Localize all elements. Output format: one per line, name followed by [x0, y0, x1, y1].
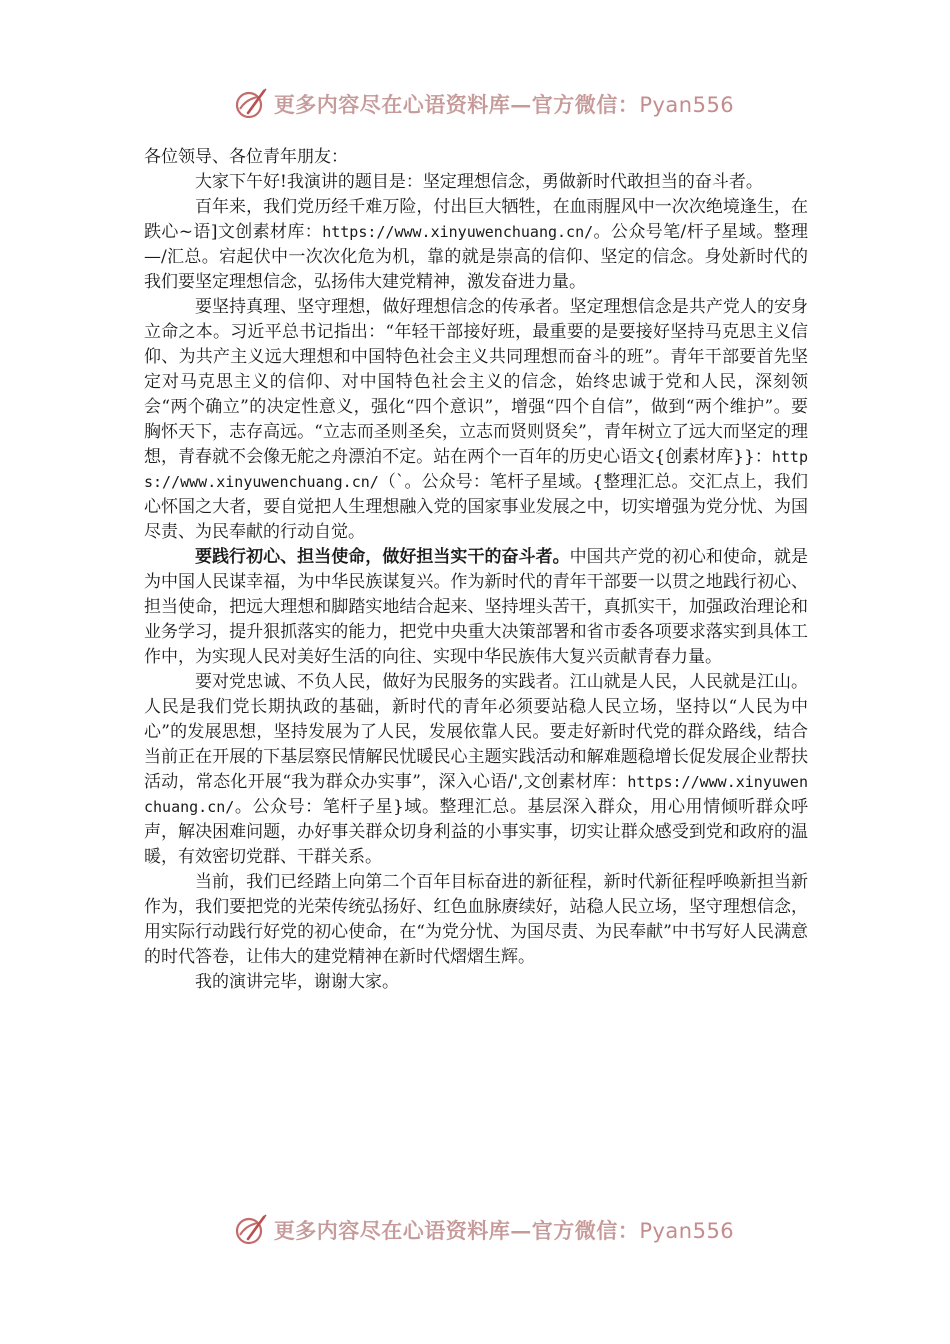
footer-banner-text-cn: 更多内容尽在心语资料库—官方微信： [273, 1218, 640, 1243]
paragraph-3 [144, 545, 808, 670]
paragraph-3-body: 中国共产党的初心和使命，就是为中国人民谋幸福，为中华民族谋复兴。作为新时代的青年干部要一以贯之地践行初心、担当使命，把远大理想和脚踏实地结合起来、坚持埋头苦干，真抓实干，加强政治理论和业务学习，提升狠抓落实的能力，把党中央重大决策部署和省市委各项要求落实到具体工作中，为实现人民对美好生活的向往、实现中华民族伟大复兴贡献青春力量。 [144, 547, 809, 667]
pen-circle-logo-icon [234, 1213, 268, 1247]
banner-text-cn: 更多内容尽在心语资料库—官方微信： [273, 92, 640, 117]
paragraph-2-text-a: 要坚持真理、坚守理想，做好理想信念的传承者。坚定理想信念是共产党人的安身立命之本。习近平总书记指出：“年轻干部接好班，最重要的是要接好坚持马克思主义信仰、为共产主义远大理想和中国特色社会主义共同理想而奋斗的班”。青年干部要首先坚定对马克思主义的信仰、对中国特色社会主义的信念，始终忠诚于党和人民，深刻领会“两个确立”的决定性意义，强化“四个意识”，增强“四个自信”，做到“两个维护”。要胸怀天下，志存高远。“立志而圣则圣矣，立志而贤则贤矣”，青年树立了远大而坚定的理想，青春就不会像无舵之舟漂泊不定。站在两个一百年的历史心语文{创素材库}}： [144, 297, 808, 467]
footer-banner [0, 1210, 950, 1250]
footer-banner-wechat-id: Pyan556 [639, 1219, 735, 1243]
paragraph-2-url: https://www.xinyuwenchuang.cn/ [144, 448, 808, 491]
paragraph-5: 当前，我们已经踏上向第二个百年目标奋进的新征程，新时代新征程呼唤新担当新作为，我们要把党的光荣传统弘扬好、红色血脉赓续好，站稳人民立场，坚守理想信念，用实际行动践行好党的初心使命，在“为党分忧、为国尽责、为民奉献”中书写好人民满意的时代答卷，让伟大的建党精神在新时代熠熠生辉。 [144, 872, 808, 967]
paragraph-1-url: https://www.xinyuwenchuang.cn/ [322, 223, 594, 241]
footer-banner-text [274, 1215, 734, 1245]
paragraph-1-text-a: 百年来，我们党历经千难万险，付出巨大牺牲，在血雨腥风中一次次绝境逢生，在跌心~语]文创素材库： [144, 197, 808, 242]
paragraph-4-text-b: 。公众号：笔杆子星}域。整理汇总。基层深入群众，用心用情倾听群众呼声，解决困难问题，办好事关群众切身利益的小事实事，切实让群众感受到党和政府的温暖，有效密切党群、干群关系。 [144, 797, 808, 867]
closing-line: 我的演讲完毕，谢谢大家。 [195, 972, 399, 992]
footer-banner-content [234, 1213, 734, 1247]
intro-paragraph: 大家下午好!我演讲的题目是：坚定理想信念，勇做新时代敢担当的奋斗者。 [195, 172, 763, 192]
article-body [144, 145, 808, 995]
paragraph-2 [144, 295, 808, 545]
greeting: 各位领导、各位青年朋友： [144, 147, 348, 167]
pen-circle-logo-icon [234, 87, 268, 121]
header-banner [0, 84, 950, 124]
paragraph-4 [144, 670, 808, 870]
banner-content [234, 87, 734, 121]
banner-text [274, 89, 734, 119]
paragraph-4-text-a: 要对党忠诚、不负人民，做好为民服务的实践者。江山就是人民，人民就是江山。人民是我们党长期执政的基础，新时代的青年必须要站稳人民立场，坚持以“人民为中心”的发展思想，坚持发展为了人民，发展依靠人民。要走好新时代党的群众路线，结合当前正在开展的下基层察民情解民忧暖民心主题实践活动和解难题稳增长促发展企业帮扶活动，常态化开展“我为群众办实事”，深入心语/',文创素材库： [144, 672, 808, 792]
banner-wechat-id: Pyan556 [639, 93, 735, 117]
paragraph-2-text-b: （`。公众号：笔杆子星域。{整理汇总。交汇点上，我们心怀国之大者，要自觉把人生理想融入党的国家事业发展之中，切实增强为党分忧、为国尽责、为民奉献的行动自觉。 [144, 472, 808, 542]
paragraph-3-lead: 要践行初心、担当使命，做好担当实干的奋斗者。 [195, 547, 570, 567]
paragraph-1-text-b: 。公众号笔/杆子星域。整理—/汇总。宕起伏中一次次化危为机，靠的就是崇高的信仰、坚定的信念。身处新时代的我们要坚定理想信念，弘扬伟大建党精神，激发奋进力量。 [144, 222, 808, 292]
paragraph-4-url: https://www.xinyuwenchuang.cn/ [144, 773, 808, 816]
paragraph-1 [144, 195, 808, 295]
